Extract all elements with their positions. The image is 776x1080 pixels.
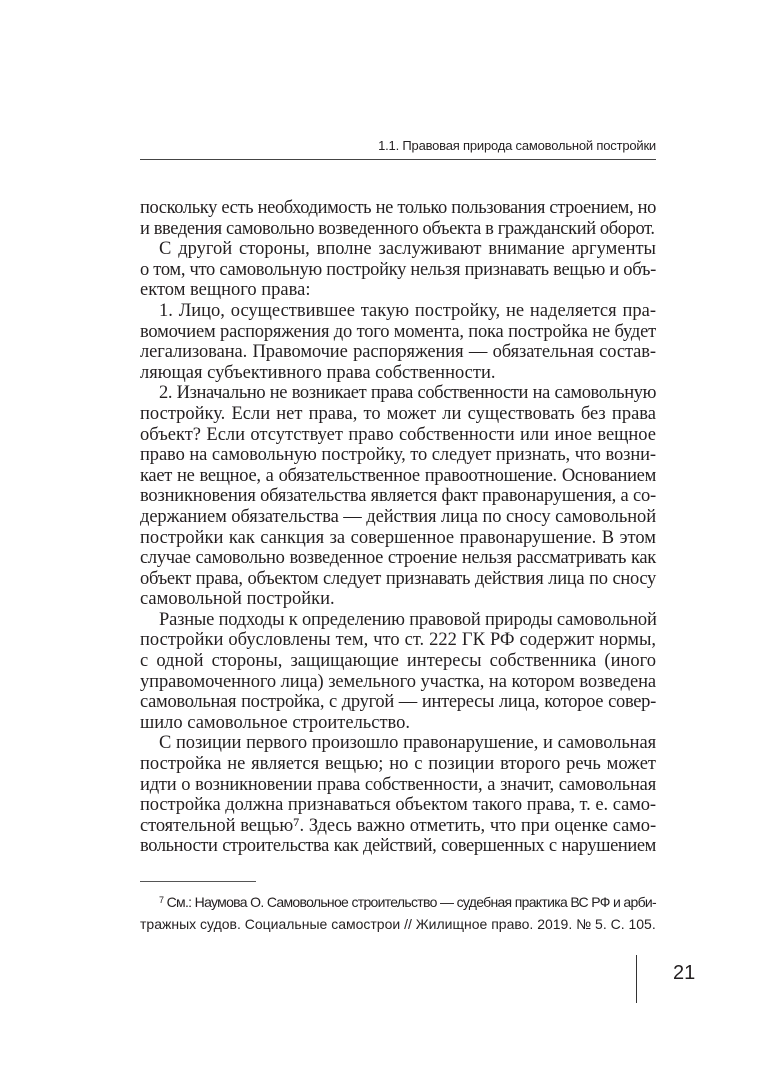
text-line: Разные подходы к определению правовой природы самовольной — [159, 609, 657, 630]
text-line: постройка не является вещью; но с позиции второго речь может — [140, 754, 656, 775]
text-line: самовольная постройка, с другой — интересы лица, которое совер- — [140, 692, 656, 713]
text-line: кает не вещное, а обязательственное правоотношение. Основанием — [140, 465, 656, 486]
header-rule — [140, 159, 656, 160]
text-line: держанием обязательства — действия лица по сносу самовольной — [140, 506, 656, 527]
body-text — [140, 198, 656, 857]
text-line: шило самовольное строительство. — [140, 712, 411, 733]
text-line: вольности строительства как действий, совершенных с нарушением — [140, 836, 656, 857]
text-line: самовольной постройки. — [140, 589, 335, 610]
text-line: 1. Лицо, осуществившее такую постройку, не наделяется пра- — [159, 300, 656, 321]
footnote-rule — [140, 881, 256, 882]
text-line: постройки как санкция за совершенное правонарушение. В этом — [140, 527, 656, 548]
footnote — [140, 891, 656, 935]
text-line: право на самовольную постройку, то следует признать, что возни- — [140, 445, 656, 466]
text-line: стоятельной вещью⁷. Здесь важно отметить, что при оценке само- — [140, 815, 656, 836]
text-line: возникновения обязательства является факт правонарушения, а со- — [140, 486, 656, 507]
text-line: вомочием распоряжения до того момента, пока постройка не будет — [140, 321, 656, 342]
text-line: с одной стороны, защищающие интересы собственника (иного — [140, 651, 656, 672]
footnote-text: См.: Наумова О. Самовольное строительство — судебная практика ВС РФ и арби- — [166, 894, 656, 910]
text-line: постройку. Если нет права, то может ли существовать без права — [140, 403, 656, 424]
running-header: 1.1. Правовая природа самовольной постройки — [378, 138, 656, 153]
text-line: поскольку есть необходимость не только пользования строением, но — [140, 198, 656, 218]
text-line: о том, что самовольную постройку нельзя признавать вещью и объ- — [140, 259, 656, 280]
text-line: объект? Если отсутствует право собственности или иное вещное — [140, 424, 656, 445]
text-line: легализована. Правомочие распоряжения — обязательная состав- — [140, 342, 656, 363]
text-line: постройки обусловлены тем, что ст. 222 ГК РФ содержит нормы, — [140, 630, 656, 651]
text-line: С другой стороны, вполне заслуживают внимание аргументы — [159, 239, 656, 260]
text-line: и введения самовольно возведенного объекта в гражданский оборот. — [140, 218, 655, 239]
page-number-rule — [636, 955, 637, 1003]
text-line: идти о возникновении права собственности, а значит, самовольная — [140, 774, 656, 795]
text-line: ектом вещного права: — [140, 280, 311, 301]
footnote-line — [140, 891, 656, 913]
text-line: случае самовольно возведенное строение нельзя рассматривать как — [140, 548, 656, 569]
page-number: 21 — [673, 962, 696, 984]
footnote-marker: 7 — [159, 895, 164, 905]
text-line: объект права, объектом следует признавать действия лица по сносу — [140, 568, 656, 589]
text-line: управомоченного лица) земельного участка, на котором возведена — [140, 671, 656, 692]
text-line: ляющая субъективного права собственности. — [140, 362, 496, 383]
footnote-line: тражных судов. Социальные самострои // Жилищное право. 2019. № 5. С. 105. — [140, 916, 656, 932]
text-line: постройка должна признаваться объектом такого права, т. е. само- — [140, 795, 656, 816]
text-line: 2. Изначально не возникает права собственности на самовольную — [159, 383, 656, 404]
text-line: С позиции первого произошло правонарушение, и самовольная — [159, 733, 656, 754]
